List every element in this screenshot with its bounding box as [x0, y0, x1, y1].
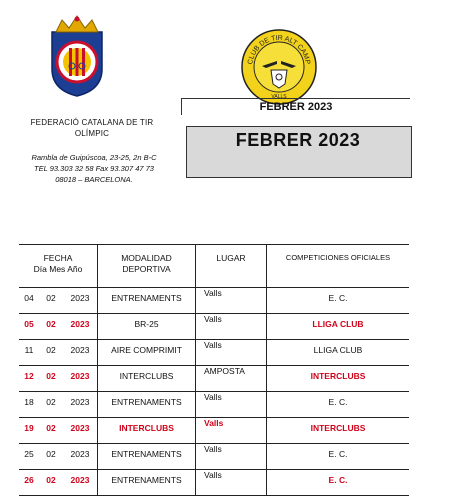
header-modalidad-line1: MODALIDAD	[121, 253, 172, 263]
row-competicion: INTERCLUBS	[267, 418, 410, 444]
row-competicion: E. C.	[267, 470, 410, 496]
row-competicion: E. C.	[267, 444, 410, 470]
header-dia: Día	[33, 264, 47, 274]
header-competiciones: COMPETICIONES OFICIALES	[267, 245, 410, 288]
row-year: 2023	[63, 418, 98, 444]
header-modalidad	[98, 245, 196, 288]
row-day: 04	[19, 288, 39, 314]
federation-crest-logo	[42, 14, 112, 98]
month-heading-large: FEBRER 2023	[235, 130, 361, 150]
header-mes: Mes	[49, 264, 66, 274]
table-row	[19, 418, 409, 444]
federation-name-line1: FEDERACIÓ CATALANA DE TIR	[30, 118, 154, 127]
row-modalidad: INTERCLUBS	[98, 418, 196, 444]
federation-address-line3: 08018 – BARCELONA.	[55, 175, 133, 184]
header-modalidad-line2: DEPORTIVA	[122, 264, 171, 274]
row-modalidad: ENTRENAMENTS	[98, 470, 196, 496]
row-year: 2023	[63, 470, 98, 496]
row-day: 12	[19, 366, 39, 392]
row-competicion: LLIGA CLUB	[267, 340, 410, 366]
club-logo-bottom-text: VALLS	[271, 94, 287, 100]
row-day: 19	[19, 418, 39, 444]
table-row	[19, 444, 409, 470]
table-row	[19, 314, 409, 340]
row-year: 2023	[63, 340, 98, 366]
month-heading-small: FEBRER 2023	[181, 98, 410, 115]
header-lugar: LUGAR	[196, 245, 267, 288]
row-competicion: LLIGA CLUB	[267, 314, 410, 340]
row-day: 25	[19, 444, 39, 470]
row-month: 02	[39, 418, 63, 444]
row-day: 11	[19, 340, 39, 366]
table-header-row	[19, 245, 409, 288]
table-row	[19, 366, 409, 392]
row-day: 18	[19, 392, 39, 418]
competition-calendar-table	[19, 244, 409, 496]
row-competicion: INTERCLUBS	[267, 366, 410, 392]
federation-name-line2: OLÍMPIC	[74, 129, 110, 138]
row-month: 02	[39, 470, 63, 496]
row-lugar: Valls	[196, 444, 267, 470]
row-month: 02	[39, 314, 63, 340]
row-competicion: E. C.	[267, 392, 410, 418]
row-year: 2023	[63, 366, 98, 392]
club-logo-ring-text: CLUB DE TIR ALT CAMP	[247, 34, 311, 65]
federation-address	[14, 152, 174, 185]
federation-name	[22, 117, 162, 139]
row-competicion: E. C.	[267, 288, 410, 314]
header-ano: Año	[67, 264, 83, 274]
row-lugar: Valls	[196, 470, 267, 496]
row-month: 02	[39, 340, 63, 366]
row-year: 2023	[63, 392, 98, 418]
row-lugar: AMPOSTA	[196, 366, 267, 392]
row-day: 26	[19, 470, 39, 496]
row-modalidad: INTERCLUBS	[98, 366, 196, 392]
row-modalidad: ENTRENAMENTS	[98, 444, 196, 470]
row-lugar: Valls	[196, 392, 267, 418]
row-month: 02	[39, 392, 63, 418]
row-lugar: Valls	[196, 340, 267, 366]
club-logo	[240, 28, 318, 106]
row-lugar: Valls	[196, 288, 267, 314]
header-fecha-label: FECHA	[43, 253, 73, 263]
federation-address-line2: TEL 93.303 32 58 Fax 93.307 47 73	[34, 164, 154, 173]
row-modalidad: ENTRENAMENTS	[98, 288, 196, 314]
table-row	[19, 392, 409, 418]
table-row	[19, 470, 409, 496]
row-month: 02	[39, 288, 63, 314]
row-lugar: Valls	[196, 314, 267, 340]
row-modalidad: ENTRENAMENTS	[98, 392, 196, 418]
table-row	[19, 340, 409, 366]
row-month: 02	[39, 366, 63, 392]
row-modalidad: AIRE COMPRIMIT	[98, 340, 196, 366]
row-year: 2023	[63, 314, 98, 340]
row-lugar: Valls	[196, 418, 267, 444]
row-year: 2023	[63, 444, 98, 470]
row-day: 05	[19, 314, 39, 340]
row-modalidad: BR-25	[98, 314, 196, 340]
row-month: 02	[39, 444, 63, 470]
header-fecha	[19, 245, 98, 288]
federation-address-line1: Rambla de Guipúscoa, 23-25, 2n B-C	[31, 153, 157, 162]
row-year: 2023	[63, 288, 98, 314]
table-row	[19, 288, 409, 314]
